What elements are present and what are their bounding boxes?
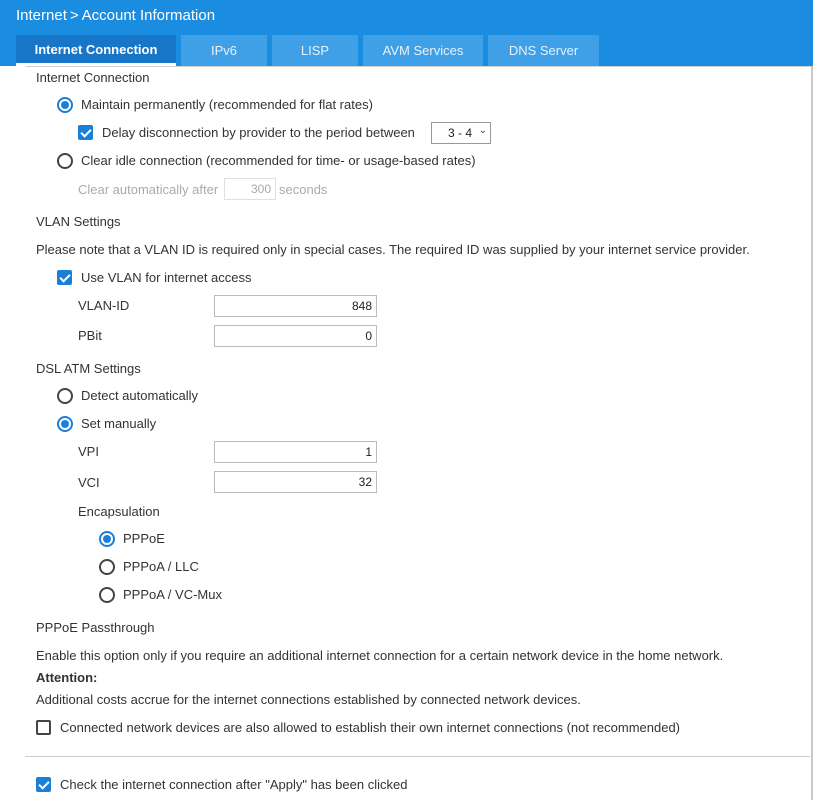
main-content (0, 66, 813, 800)
clear-after-seconds-input[interactable]: 300 (224, 178, 276, 200)
section-title-pppoe-passthrough: PPPoE Passthrough (36, 620, 155, 635)
breadcrumb-parent-link[interactable]: Internet (16, 7, 67, 24)
tab-dns-server[interactable]: DNS Server (488, 35, 599, 66)
encapsulation-pppoe-label[interactable]: PPPoE (123, 531, 165, 546)
delay-period-select[interactable] (431, 122, 491, 144)
use-vlan-checkbox[interactable] (57, 270, 72, 285)
set-manually-radio[interactable] (57, 416, 73, 432)
maintain-permanently-radio[interactable] (57, 97, 73, 113)
encapsulation-pppoa-vcmux-label[interactable]: PPPoA / VC-Mux (123, 587, 222, 602)
set-manually-label[interactable]: Set manually (81, 416, 157, 431)
vlan-id-input[interactable]: 848 (214, 295, 377, 317)
clear-idle-label[interactable]: Clear idle connection (recommended for time- or usage-based rates) (81, 153, 476, 168)
vci-input[interactable]: 32 (214, 471, 377, 493)
maintain-permanently-label[interactable]: Maintain permanently (recommended for flat rates) (81, 97, 373, 112)
breadcrumb (16, 7, 215, 24)
vlan-id-label: VLAN-ID (78, 298, 130, 313)
attention-text: Additional costs accrue for the internet connections established by connected network devices. (36, 692, 581, 707)
tab-lisp[interactable]: LISP (272, 35, 358, 66)
allow-own-connections-checkbox[interactable] (36, 720, 51, 735)
pppoe-passthrough-note: Enable this option only if you require an additional internet connection for a certain network device in the home network. (36, 648, 724, 663)
vci-label: VCI (78, 475, 100, 490)
detect-automatically-radio[interactable] (57, 388, 73, 404)
delay-period-value: 3 - 4 (448, 126, 473, 140)
tab-avm-services[interactable]: AVM Services (363, 35, 483, 66)
encapsulation-pppoa-llc-radio[interactable] (99, 559, 115, 575)
delay-disconnection-label[interactable]: Delay disconnection by provider to the period between (102, 125, 415, 140)
encapsulation-label: Encapsulation (78, 504, 160, 519)
encapsulation-pppoa-llc-label[interactable]: PPPoA / LLC (123, 559, 199, 574)
breadcrumb-current: Account Information (81, 7, 216, 24)
delay-disconnection-checkbox[interactable] (78, 125, 93, 140)
encapsulation-pppoe-radio[interactable] (99, 531, 115, 547)
vpi-input[interactable]: 1 (214, 441, 377, 463)
use-vlan-label[interactable]: Use VLAN for internet access (81, 270, 252, 285)
encapsulation-pppoa-vcmux-radio[interactable] (99, 587, 115, 603)
chevron-down-icon: ⌄ (478, 125, 487, 136)
section-title-dsl-atm: DSL ATM Settings (36, 361, 141, 376)
tab-ipv6[interactable]: IPv6 (181, 35, 267, 66)
check-connection-label[interactable]: Check the internet connection after "Apply" has been clicked (60, 777, 408, 792)
clear-after-unit: seconds (279, 182, 328, 197)
section-title-internet-connection: Internet Connection (36, 70, 150, 85)
vpi-label: VPI (78, 444, 99, 459)
tab-internet-connection[interactable]: Internet Connection (16, 35, 176, 66)
clear-idle-radio[interactable] (57, 153, 73, 169)
pbit-label: PBit (78, 328, 102, 343)
page-header (0, 0, 813, 66)
check-connection-checkbox[interactable] (36, 777, 51, 792)
attention-label: Attention: (36, 670, 98, 685)
content-top-border (26, 66, 813, 67)
clear-after-label: Clear automatically after (78, 182, 219, 197)
breadcrumb-separator: > (69, 7, 79, 24)
section-title-vlan: VLAN Settings (36, 214, 121, 229)
vlan-note: Please note that a VLAN ID is required only in special cases. The required ID was supplied by your internet service provider. (36, 242, 750, 257)
allow-own-connections-label[interactable]: Connected network devices are also allowed to establish their own internet connections (not recommended) (60, 720, 681, 735)
pbit-input[interactable]: 0 (214, 325, 377, 347)
section-divider (25, 756, 810, 757)
detect-automatically-label[interactable]: Detect automatically (81, 388, 199, 403)
